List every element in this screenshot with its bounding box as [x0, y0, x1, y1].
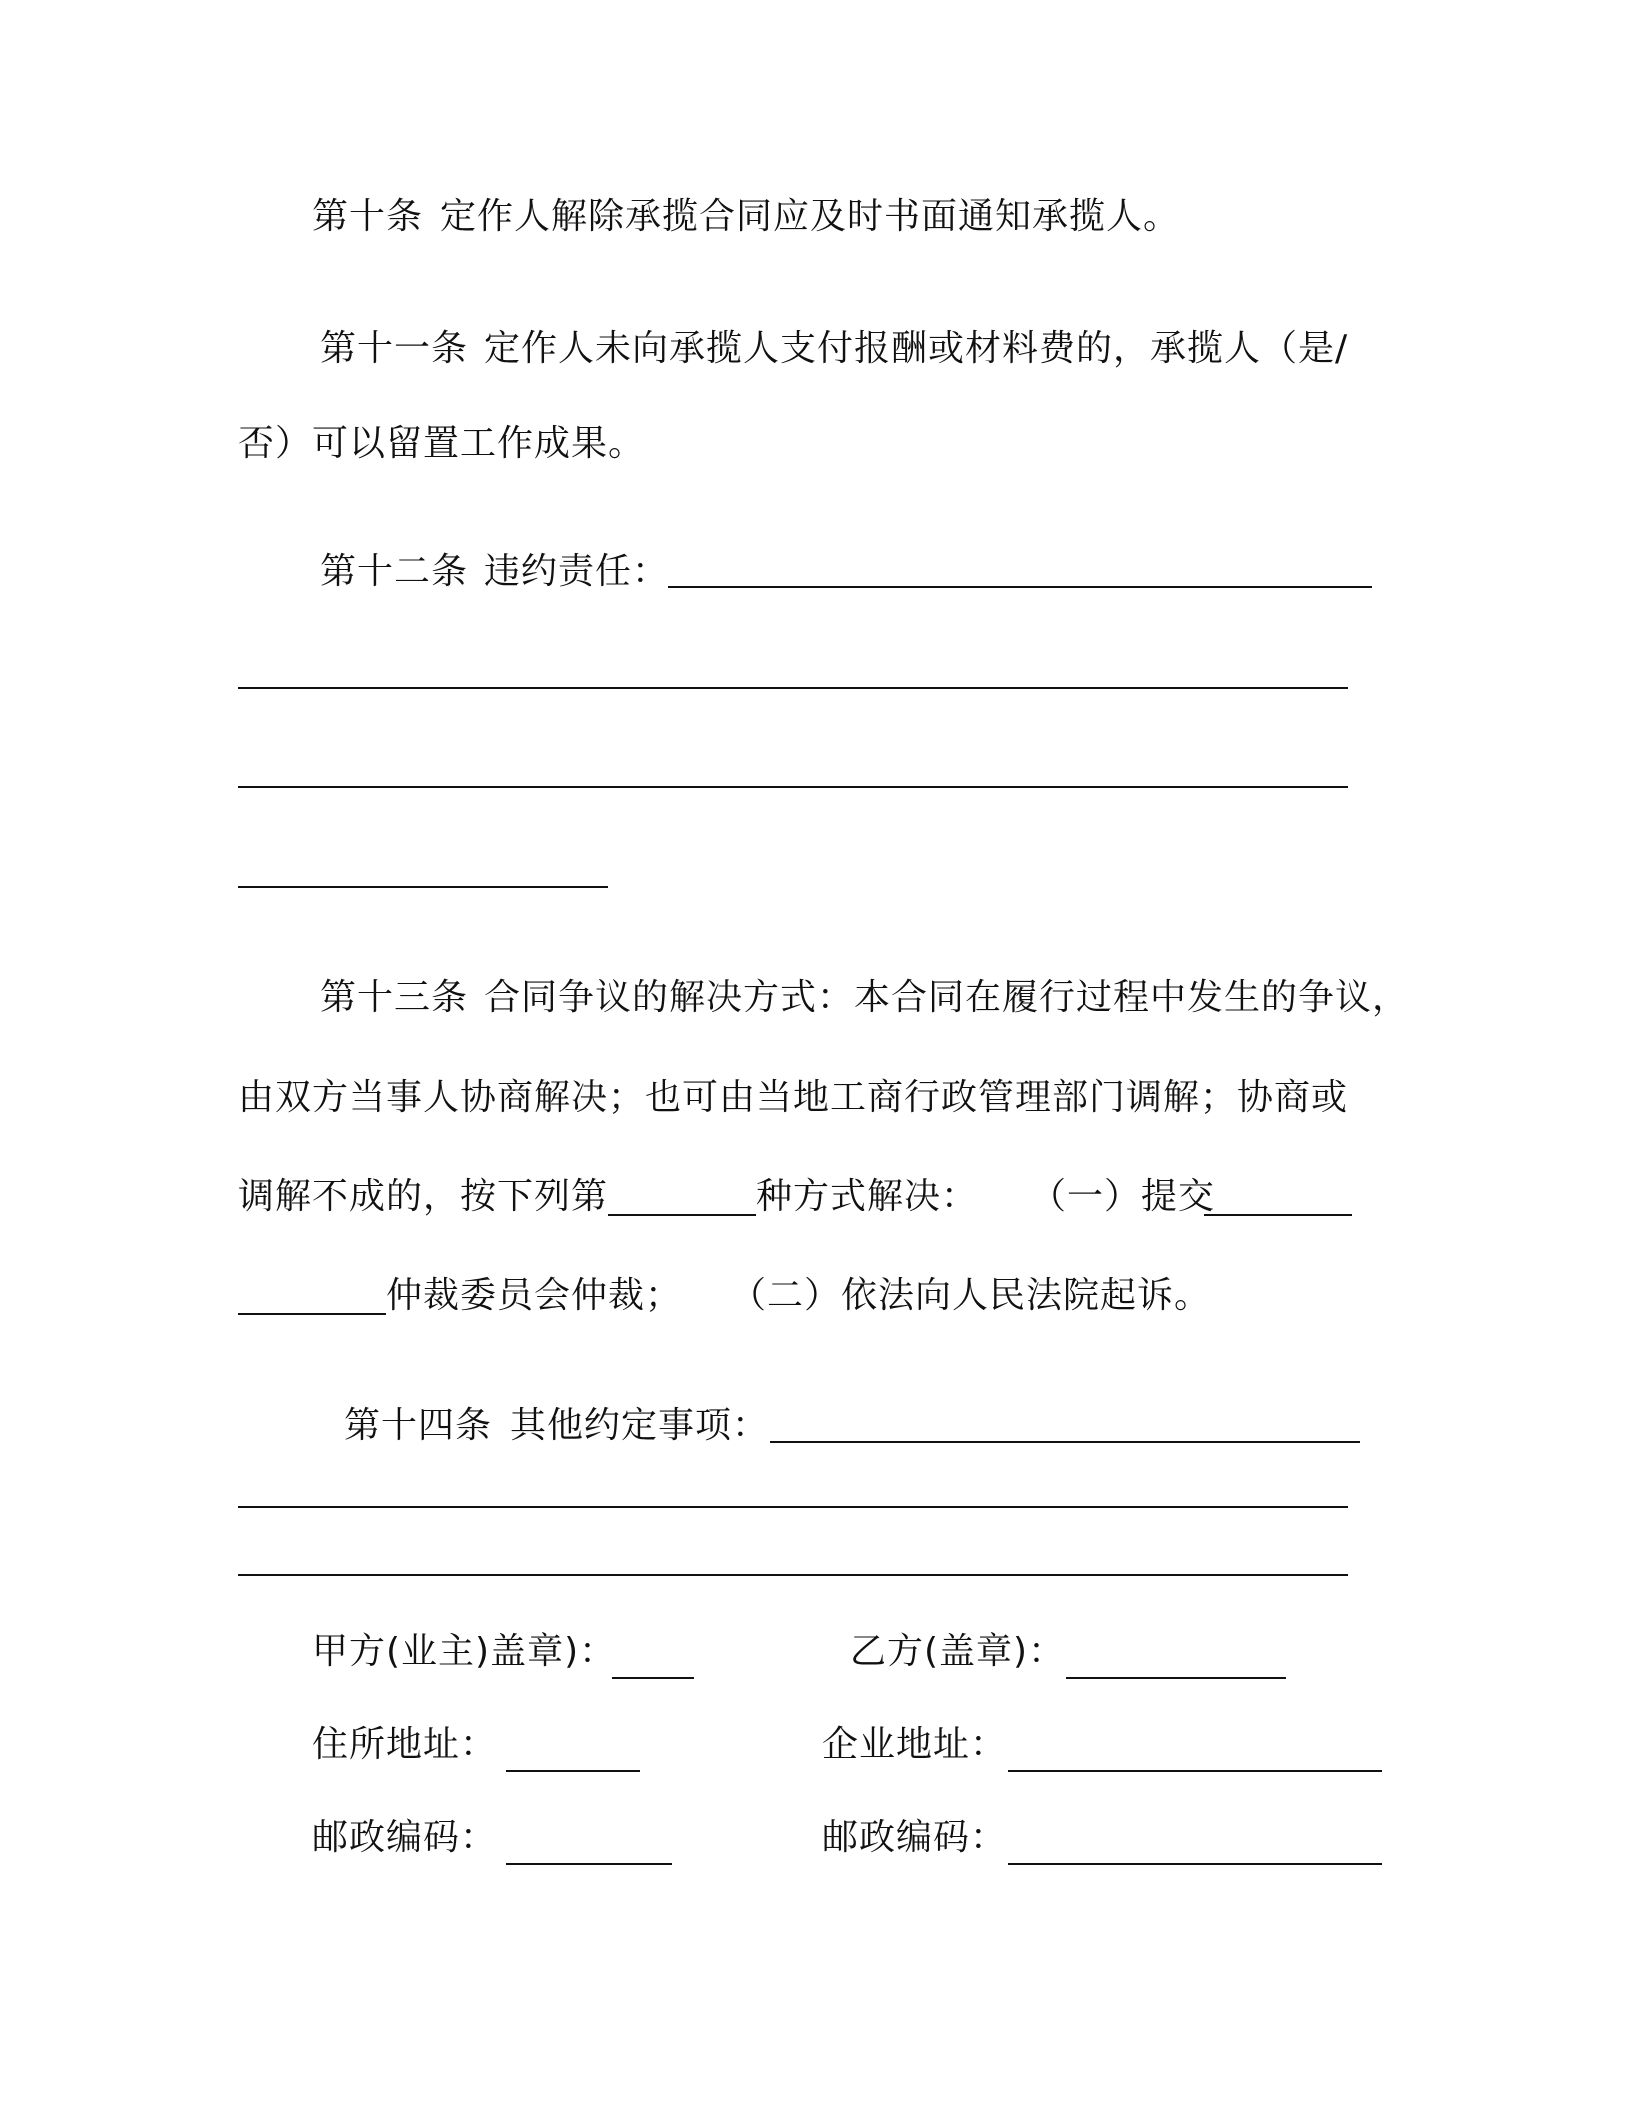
- article-14-label: 其他约定事项：: [510, 1405, 770, 1446]
- article-13-option1-a: （一）提交: [1030, 1176, 1216, 1217]
- article-12-label: 违约责任：: [484, 551, 670, 592]
- party-a-address-label: 住所地址：: [312, 1724, 498, 1765]
- article-10-number: 第十条: [312, 196, 424, 237]
- other-matters-line-3[interactable]: [238, 1574, 1348, 1576]
- resolution-method-blank[interactable]: [608, 1214, 756, 1216]
- article-11-line1: 定作人未向承揽人支付报酬或材料费的，承揽人（是/: [484, 328, 1349, 369]
- breach-liability-line-4[interactable]: [238, 886, 608, 888]
- article-11-line2: 否）可以留置工作成果。: [238, 423, 646, 464]
- party-b-postcode-blank[interactable]: [1008, 1863, 1382, 1865]
- article-11-number: 第十一条: [320, 328, 469, 369]
- breach-liability-line-2[interactable]: [238, 687, 1348, 689]
- article-13-option2: （二）依法向人民法院起诉。: [730, 1275, 1212, 1316]
- article-13-line1: 合同争议的解决方式：本合同在履行过程中发生的争议，: [484, 977, 1410, 1018]
- party-b-postcode-label: 邮政编码：: [822, 1817, 1008, 1858]
- party-a-seal-label: 甲方(业主)盖章)：: [312, 1631, 617, 1672]
- article-10-text: 定作人解除承揽合同应及时书面通知承揽人。: [440, 196, 1181, 237]
- arbitration-commission-blank[interactable]: [1204, 1214, 1352, 1216]
- article-13-line3-a: 调解不成的，按下列第: [238, 1176, 609, 1217]
- party-b-seal-label: 乙方(盖章)：: [850, 1631, 1066, 1672]
- breach-liability-blank[interactable]: [668, 586, 1372, 588]
- party-a-seal-blank[interactable]: [612, 1677, 694, 1679]
- party-b-address-label: 企业地址：: [822, 1724, 1008, 1765]
- party-a-address-blank[interactable]: [506, 1770, 640, 1772]
- article-13-line2: 由双方当事人协商解决；也可由当地工商行政管理部门调解；协商或: [238, 1077, 1349, 1118]
- party-a-postcode-label: 邮政编码：: [312, 1817, 498, 1858]
- arbitration-commission-blank-cont[interactable]: [238, 1313, 386, 1315]
- article-13-option1-b: 仲裁委员会仲裁；: [386, 1275, 683, 1316]
- breach-liability-line-3[interactable]: [238, 786, 1348, 788]
- other-matters-blank[interactable]: [770, 1441, 1360, 1443]
- article-13-line3-b: 种方式解决：: [756, 1176, 979, 1217]
- article-12-number: 第十二条: [320, 551, 469, 592]
- article-13-number: 第十三条: [320, 977, 469, 1018]
- party-b-address-blank[interactable]: [1008, 1770, 1382, 1772]
- article-14-number: 第十四条: [344, 1405, 493, 1446]
- other-matters-line-2[interactable]: [238, 1506, 1348, 1508]
- party-b-seal-blank[interactable]: [1066, 1677, 1286, 1679]
- party-a-postcode-blank[interactable]: [506, 1863, 672, 1865]
